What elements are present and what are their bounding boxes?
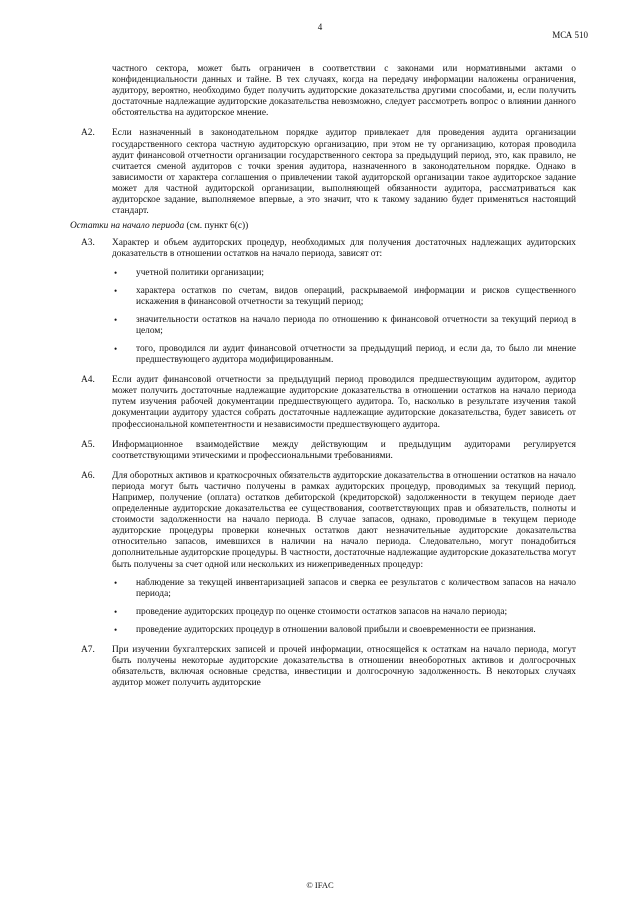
paragraph-text: Информационное взаимодействие между действующим и предыдущим аудиторами регулируется соответствующими этическими и профессиональными требованиями.	[112, 439, 576, 461]
list-item: • того, проводился ли аудит финансовой отчетности за предыдущий период, и если да, то было ли мнение предшествующего аудитора модифицированным.	[114, 343, 576, 366]
paragraph-a3	[70, 238, 576, 366]
paragraph-text: При изучении бухгалтерских записей и прочей информации, относящейся к остаткам на начало периода, могут быть получены некоторые аудиторские доказательства в отношении внеоборотных активов и долгосрочных обязательств, включая основные средства, инвестиции и долгосрочную задолженность. В некоторых случаях аудитор может получить аудиторские	[112, 645, 576, 689]
section-heading-italic: Остатки на начало периода	[70, 221, 185, 232]
paragraph-number: A3.	[81, 238, 95, 249]
paragraph-text: Характер и объем аудиторских процедур, необходимых для получения достаточных надлежащих аудиторских доказательств в отношении остатков на начало периода, зависят от:	[112, 238, 576, 260]
section-heading	[70, 221, 576, 232]
bullet-icon: •	[114, 606, 118, 617]
paragraph-a5	[70, 440, 576, 462]
footer-copyright: © IFAC	[306, 880, 334, 890]
paragraph-a7	[70, 645, 576, 689]
list-item: • проведение аудиторских процедур в отношении валовой прибыли и своевременности ее признания.	[114, 624, 536, 635]
bullet-icon: •	[114, 343, 118, 354]
paragraph-number: A6.	[81, 470, 95, 481]
bullet-icon: •	[114, 314, 118, 325]
bullet-icon: •	[114, 267, 118, 278]
paragraph-number: A2.	[81, 128, 95, 139]
bullet-list	[112, 268, 576, 367]
bullet-icon: •	[114, 285, 118, 296]
list-item: • значительности остатков на начало периода по отношению к финансовой отчетности за текущий период в целом;	[114, 314, 576, 336]
paragraph-text: Для оборотных активов и краткосрочных обязательств аудиторские доказательства в отношении остатков на начало периода могут быть частично получены в рамках аудиторских процедур, проводимых за текущий период. Например, получение (оплата) остатков дебиторской (кредиторской) задолженности в текущем периоде дает определенные аудиторские доказательства ее существования, соответствующих прав и обязательств, полноты и стоимости задолженности на начало периода. В случае запасов, однако, проводимые в текущем периоде аудиторские процедуры проверки конечных остатков дают незначительные аудиторские доказательства относительно запасов, имевшихся в наличии на начало периода. Следовательно, могут понадобиться дополнительные аудиторские процедуры. В частности, достаточные надлежащие аудиторские доказательства могут быть получены за счет одной или нескольких из нижеприведенных процедур:	[112, 470, 576, 570]
paragraph-a6	[70, 471, 576, 636]
list-item: • учетной политики организации;	[114, 267, 264, 278]
list-item: • наблюдение за текущей инвентаризацией запасов и сверка ее результатов с количеством запасов на начало периода;	[114, 577, 576, 599]
bullet-icon: •	[114, 577, 118, 588]
document-code: МСА 510	[552, 30, 588, 40]
page-content	[70, 64, 576, 689]
paragraph-a2	[70, 128, 576, 217]
bullet-list	[112, 578, 576, 636]
page-number: 4	[317, 22, 323, 32]
section-heading-ref: (см. пункт 6(c))	[184, 221, 249, 232]
paragraph-number: A7.	[81, 645, 95, 656]
paragraph-number: A5.	[81, 439, 95, 450]
bullet-icon: •	[114, 624, 118, 635]
list-item: • проведение аудиторских процедур по оценке стоимости остатков запасов на начало периода;	[114, 606, 508, 617]
paragraph-text: Если назначенный в законодательном порядке аудитор привлекает для проведения аудита организации государственного сектора частную аудиторскую организацию, при этом не ту организацию, которая проводила аудит финансовой отчетности организации государственного сектора за предыдущий период, это, как правило, не считается сменой аудиторов с точки зрения аудитора, назначенного в законодательном порядке. Однако в зависимости от характера соглашения о привлечении такой аудиторской организации такое аудиторское задание может для частной аудиторской организации, выполняющей обязанности аудитора, рассматриваться как аудиторское задание, выполняемое впервые, а это значит, что к такому заданию будет применяться настоящий стандарт.	[112, 128, 576, 217]
intro-continuation: частного сектора, может быть ограничен в соответствии с законами или нормативными актами о конфиденциальности данных и тайне. В тех случаях, когда на передачу информации наложены ограничения, аудитору, вероятно, необходимо будет получить аудиторские доказательства другими способами, и, если получить достаточные надлежащие аудиторские доказательства невозможно, следует рассмотреть вопрос о влиянии данного обстоятельства на аудиторское мнение.	[112, 64, 576, 119]
paragraph-number: A4.	[81, 375, 95, 386]
paragraph-a4	[70, 375, 576, 430]
paragraph-text: Если аудит финансовой отчетности за предыдущий период проводился предшествующим аудитором, аудитор может получить достаточные надлежащие аудиторские доказательства в отношении остатков на начало периода путем изучения рабочей документации предшествующего аудитора. То, насколько в результате изучения такой документации аудитору удастся собрать достаточные надлежащие аудиторские доказательства, будет зависеть от профессиональной компетентности и независимости предшествующего аудитора.	[112, 375, 576, 430]
list-item: • характера остатков по счетам, видов операций, раскрываемой информации и рисков существенного искажения в финансовой отчетности за текущий период;	[114, 285, 576, 307]
